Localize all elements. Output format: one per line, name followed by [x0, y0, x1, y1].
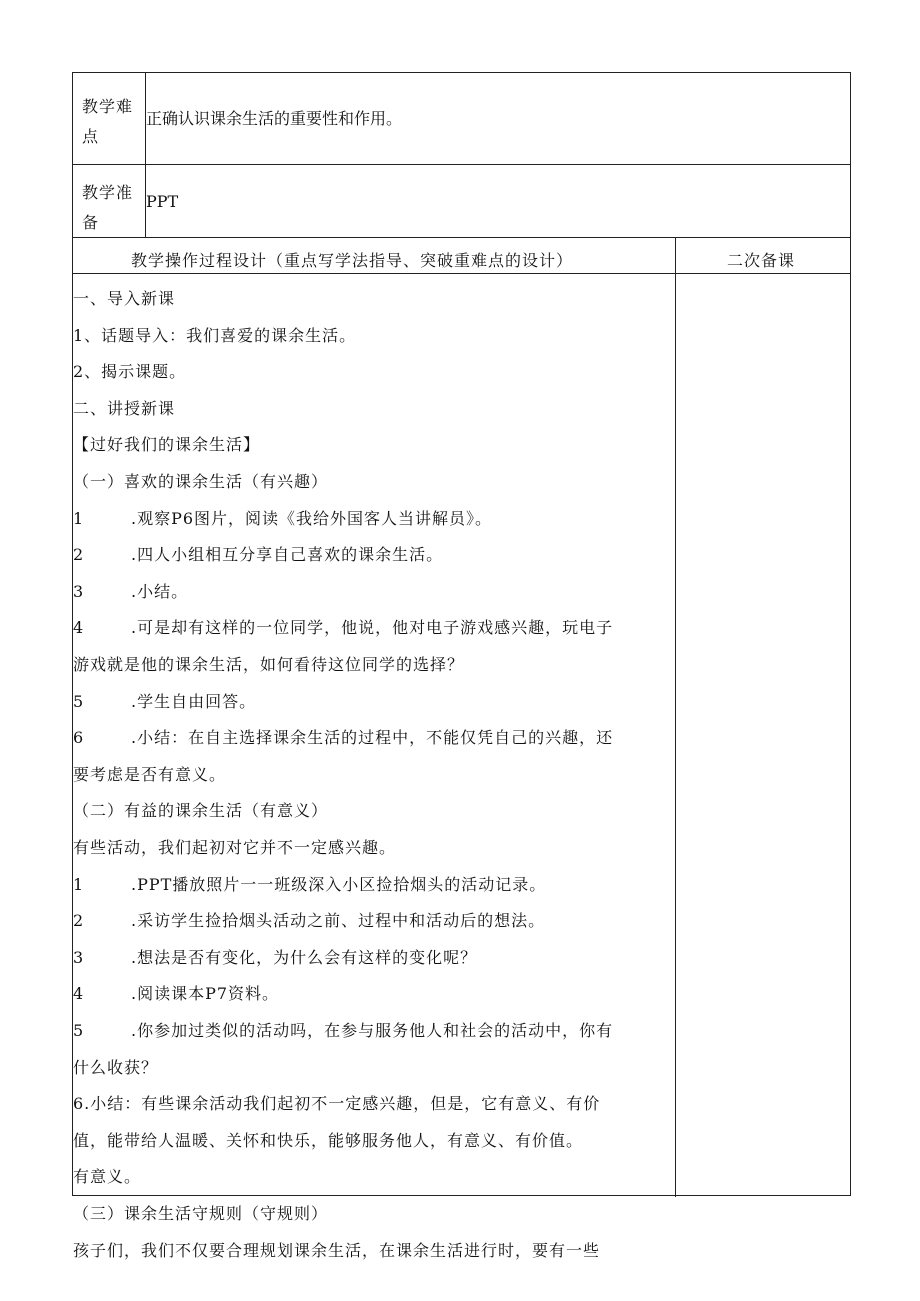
line-text: .你参加过类似的活动吗，在参与服务他人和社会的活动中，你有 — [131, 1021, 614, 1040]
line-text: 一、导入新课 — [73, 289, 176, 308]
difficulty-label: 教学难 点 — [82, 97, 134, 146]
line-number: 3 — [73, 947, 85, 967]
line-text: .小结：在自主选择课余生活的过程中，不能仅凭自己的兴趣，还 — [131, 728, 614, 748]
line-text: 值，能带给人温暖、关怀和快乐，能够服务他人，有意义、有价值。 — [73, 1130, 584, 1150]
line-number: 6 — [73, 728, 85, 748]
line-number: 4 — [73, 618, 85, 638]
line-number: 5 — [73, 1021, 85, 1040]
line-text: （二）有益的课余生活（有意义） — [73, 801, 329, 821]
content-line — [73, 435, 260, 455]
content-line — [73, 728, 613, 748]
content-line — [73, 1241, 600, 1261]
line-number: 1 — [73, 508, 85, 528]
content-line — [73, 1167, 141, 1187]
line-number: 5 — [73, 691, 85, 711]
side-column-divider — [675, 237, 676, 1197]
difficulty-content: 正确认识课余生活的重要性和作用。 — [146, 109, 403, 128]
content-line — [73, 1131, 583, 1151]
line-text: 游戏就是他的课余生活，如何看待这位同学的选择？ — [73, 655, 465, 674]
line-number: 4 — [73, 984, 85, 1004]
content-line — [73, 399, 175, 419]
line-number: 2 — [73, 545, 85, 565]
content-line — [73, 838, 396, 858]
content-line — [73, 692, 256, 712]
line-text: 要考虑是否有意义。 — [73, 764, 227, 784]
line-text: .观察P6图片，阅读《我给外国客人当讲解员》。 — [131, 508, 493, 528]
content-line — [73, 1094, 600, 1114]
row-divider — [73, 164, 850, 165]
line-text: 孩子们，我们不仅要合理规划课余生活，在课余生活进行时，要有一些 — [73, 1240, 601, 1260]
line-text: .可是却有这样的一位同学，他说，他对电子游戏感兴趣，玩电子 — [131, 618, 614, 638]
line-text: 有些活动，我们起初对它并不一定感兴趣。 — [73, 838, 397, 857]
preparation-content: PPT — [146, 192, 179, 211]
line-text: （一）喜欢的课余生活（有兴趣） — [73, 472, 329, 491]
line-text: （三）课余生活守规则（守规则） — [73, 1204, 329, 1223]
line-text: 2、揭示课题。 — [73, 362, 187, 382]
content-line — [73, 765, 226, 785]
line-text: 二、讲授新课 — [73, 398, 176, 418]
content-line — [73, 509, 492, 529]
content-line — [73, 545, 443, 565]
line-text: 【过好我们的课余生活】 — [73, 435, 261, 455]
content-line — [73, 801, 328, 821]
content-line — [73, 472, 328, 492]
line-text: 1、话题导入：我们喜爱的课余生活。 — [73, 325, 357, 345]
line-number: 3 — [73, 581, 85, 601]
line-number: 2 — [73, 911, 85, 931]
process-content — [73, 277, 673, 1260]
content-line — [73, 1204, 328, 1224]
line-text: 6.小结：有些课余活动我们起初不一定感兴趣，但是，它有意义、有价 — [73, 1094, 601, 1114]
content-line — [73, 1058, 158, 1078]
second-prep-header: 二次备课 — [727, 251, 796, 270]
line-text: .采访学生捡拾烟头活动之前、过程中和活动后的想法。 — [131, 911, 546, 931]
line-text: .PPT播放照片一一班级深入小区捡拾烟头的活动记录。 — [131, 874, 547, 894]
lesson-plan-table — [72, 72, 851, 1260]
content-line — [73, 618, 613, 638]
line-text: 有意义。 — [73, 1167, 142, 1187]
content-line — [73, 911, 545, 931]
process-header: 教学操作过程设计（重点写学法指导、突破重难点的设计） — [131, 251, 574, 270]
line-text: .小结。 — [131, 581, 189, 601]
line-text: .四人小组相互分享自己喜欢的课余生活。 — [131, 545, 444, 565]
content-line — [73, 984, 279, 1004]
row-divider — [73, 273, 850, 274]
content-line — [73, 1021, 613, 1041]
line-text: .想法是否有变化，为什么会有这样的变化呢？ — [131, 947, 478, 967]
content-line — [73, 948, 477, 968]
content-line — [73, 289, 175, 309]
content-line — [73, 582, 188, 602]
line-number: 1 — [73, 874, 85, 894]
line-text: 什么收获？ — [73, 1057, 159, 1077]
content-line — [73, 875, 546, 895]
preparation-label: 教学准 备 — [82, 183, 134, 232]
line-text: .阅读课本P7资料。 — [131, 984, 280, 1004]
row-divider — [73, 237, 850, 238]
content-line — [73, 326, 356, 346]
content-line — [73, 655, 464, 675]
line-text: .学生自由回答。 — [131, 691, 257, 711]
content-line — [73, 362, 186, 382]
